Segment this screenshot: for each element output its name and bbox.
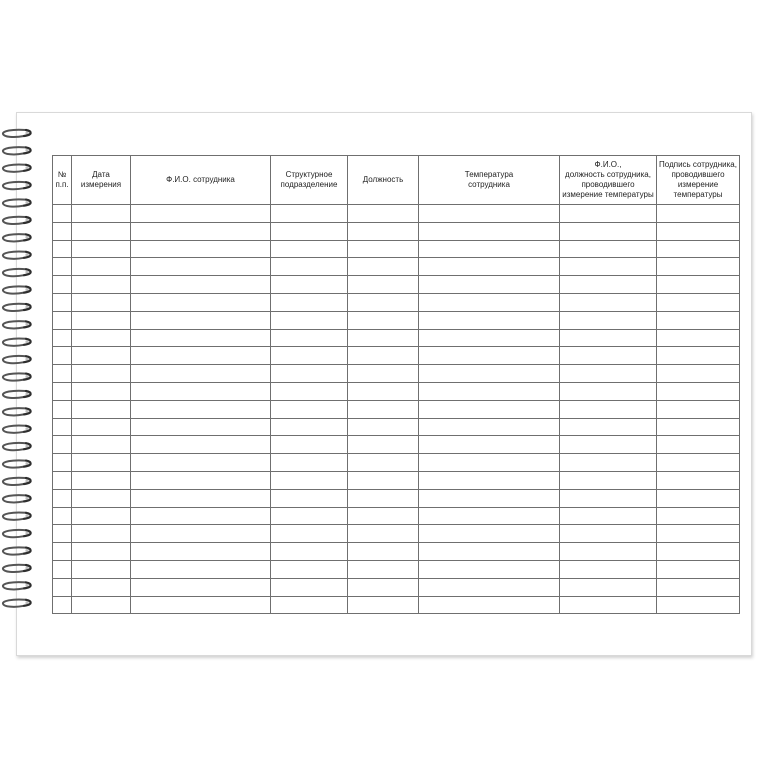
- cell-department: [271, 276, 348, 294]
- cell-position: [348, 525, 419, 543]
- cell-department: [271, 258, 348, 276]
- cell-department: [271, 293, 348, 311]
- cell-measurer-signature: [657, 578, 740, 596]
- table-row: [53, 471, 740, 489]
- cell-measurer-name: [560, 578, 657, 596]
- cell-employee-name: [131, 293, 271, 311]
- cell-measurer-name: [560, 560, 657, 578]
- cell-date: [72, 365, 131, 383]
- cell-measurer-signature: [657, 454, 740, 472]
- cell-employee-name: [131, 365, 271, 383]
- column-header-measurer-signature: Подпись сотрудника, проводившего измерение температуры: [657, 156, 740, 205]
- cell-department: [271, 560, 348, 578]
- cell-department: [271, 436, 348, 454]
- table-row: [53, 400, 740, 418]
- cell-measurer-signature: [657, 507, 740, 525]
- cell-number: [53, 578, 72, 596]
- cell-employee-name: [131, 382, 271, 400]
- cell-temperature: [419, 400, 560, 418]
- cell-date: [72, 596, 131, 614]
- cell-measurer-name: [560, 382, 657, 400]
- cell-employee-name: [131, 489, 271, 507]
- cell-measurer-signature: [657, 276, 740, 294]
- cell-date: [72, 418, 131, 436]
- cell-date: [72, 454, 131, 472]
- table-row: [53, 240, 740, 258]
- cell-department: [271, 489, 348, 507]
- cell-temperature: [419, 365, 560, 383]
- cell-employee-name: [131, 454, 271, 472]
- cell-temperature: [419, 454, 560, 472]
- cell-employee-name: [131, 560, 271, 578]
- cell-department: [271, 329, 348, 347]
- cell-measurer-signature: [657, 240, 740, 258]
- cell-position: [348, 543, 419, 561]
- cell-measurer-signature: [657, 329, 740, 347]
- table-row: [53, 525, 740, 543]
- cell-employee-name: [131, 258, 271, 276]
- cell-employee-name: [131, 471, 271, 489]
- cell-employee-name: [131, 276, 271, 294]
- cell-position: [348, 365, 419, 383]
- cell-measurer-signature: [657, 222, 740, 240]
- cell-position: [348, 578, 419, 596]
- cell-temperature: [419, 293, 560, 311]
- cell-employee-name: [131, 436, 271, 454]
- cell-measurer-signature: [657, 400, 740, 418]
- cell-department: [271, 347, 348, 365]
- cell-temperature: [419, 240, 560, 258]
- cell-position: [348, 205, 419, 223]
- temperature-log-table: [52, 155, 740, 614]
- cell-position: [348, 418, 419, 436]
- cell-measurer-signature: [657, 471, 740, 489]
- cell-measurer-name: [560, 240, 657, 258]
- cell-number: [53, 525, 72, 543]
- cell-employee-name: [131, 418, 271, 436]
- cell-temperature: [419, 418, 560, 436]
- cell-temperature: [419, 347, 560, 365]
- table-row: [53, 543, 740, 561]
- table-row: [53, 560, 740, 578]
- cell-number: [53, 596, 72, 614]
- cell-department: [271, 382, 348, 400]
- cell-position: [348, 258, 419, 276]
- cell-number: [53, 454, 72, 472]
- cell-number: [53, 418, 72, 436]
- cell-position: [348, 507, 419, 525]
- table-row: [53, 436, 740, 454]
- cell-employee-name: [131, 205, 271, 223]
- cell-date: [72, 578, 131, 596]
- cell-measurer-name: [560, 400, 657, 418]
- cell-temperature: [419, 258, 560, 276]
- cell-temperature: [419, 329, 560, 347]
- cell-measurer-signature: [657, 525, 740, 543]
- cell-number: [53, 436, 72, 454]
- cell-measurer-signature: [657, 347, 740, 365]
- cell-date: [72, 560, 131, 578]
- table-row: [53, 276, 740, 294]
- table-body: [53, 205, 740, 614]
- cell-measurer-signature: [657, 365, 740, 383]
- cell-employee-name: [131, 525, 271, 543]
- cell-measurer-signature: [657, 311, 740, 329]
- cell-number: [53, 276, 72, 294]
- cell-number: [53, 293, 72, 311]
- table-row: [53, 329, 740, 347]
- cell-measurer-signature: [657, 436, 740, 454]
- cell-department: [271, 507, 348, 525]
- cell-measurer-name: [560, 543, 657, 561]
- cell-number: [53, 382, 72, 400]
- cell-position: [348, 311, 419, 329]
- cell-department: [271, 471, 348, 489]
- cell-temperature: [419, 436, 560, 454]
- cell-position: [348, 471, 419, 489]
- cell-date: [72, 436, 131, 454]
- cell-temperature: [419, 276, 560, 294]
- column-header-department: Структурное подразделение: [271, 156, 348, 205]
- cell-temperature: [419, 578, 560, 596]
- cell-measurer-name: [560, 436, 657, 454]
- table-row: [53, 489, 740, 507]
- cell-department: [271, 596, 348, 614]
- cell-measurer-signature: [657, 560, 740, 578]
- cell-date: [72, 400, 131, 418]
- cell-measurer-name: [560, 507, 657, 525]
- table-row: [53, 596, 740, 614]
- cell-employee-name: [131, 543, 271, 561]
- column-header-date: Дата измерения: [72, 156, 131, 205]
- table-row: [53, 365, 740, 383]
- cell-measurer-name: [560, 525, 657, 543]
- cell-department: [271, 418, 348, 436]
- cell-measurer-name: [560, 471, 657, 489]
- cell-department: [271, 578, 348, 596]
- cell-measurer-name: [560, 329, 657, 347]
- cell-date: [72, 347, 131, 365]
- cell-number: [53, 560, 72, 578]
- cell-position: [348, 560, 419, 578]
- cell-position: [348, 400, 419, 418]
- cell-number: [53, 258, 72, 276]
- cell-measurer-name: [560, 258, 657, 276]
- cell-date: [72, 240, 131, 258]
- column-header-measurer-name: Ф.И.О., должность сотрудника, проводившего измерение температуры: [560, 156, 657, 205]
- cell-employee-name: [131, 578, 271, 596]
- cell-temperature: [419, 560, 560, 578]
- table-row: [53, 222, 740, 240]
- cell-employee-name: [131, 347, 271, 365]
- cell-date: [72, 258, 131, 276]
- cell-date: [72, 329, 131, 347]
- cell-employee-name: [131, 596, 271, 614]
- cell-date: [72, 543, 131, 561]
- cell-date: [72, 525, 131, 543]
- cell-measurer-signature: [657, 258, 740, 276]
- table-row: [53, 507, 740, 525]
- cell-employee-name: [131, 329, 271, 347]
- cell-temperature: [419, 205, 560, 223]
- table-row: [53, 258, 740, 276]
- cell-measurer-name: [560, 347, 657, 365]
- cell-measurer-name: [560, 276, 657, 294]
- cell-temperature: [419, 543, 560, 561]
- cell-employee-name: [131, 400, 271, 418]
- cell-department: [271, 222, 348, 240]
- cell-position: [348, 436, 419, 454]
- cell-number: [53, 240, 72, 258]
- cell-department: [271, 240, 348, 258]
- cell-number: [53, 205, 72, 223]
- cell-measurer-name: [560, 311, 657, 329]
- table-row: [53, 311, 740, 329]
- cell-department: [271, 543, 348, 561]
- cell-department: [271, 311, 348, 329]
- cell-department: [271, 365, 348, 383]
- cell-measurer-name: [560, 365, 657, 383]
- column-header-temperature: Температура сотрудника: [419, 156, 560, 205]
- cell-measurer-name: [560, 596, 657, 614]
- cell-number: [53, 329, 72, 347]
- cell-measurer-name: [560, 418, 657, 436]
- cell-temperature: [419, 507, 560, 525]
- cell-employee-name: [131, 240, 271, 258]
- column-header-employee-name: Ф.И.О. сотрудника: [131, 156, 271, 205]
- cell-position: [348, 222, 419, 240]
- cell-date: [72, 471, 131, 489]
- cell-temperature: [419, 525, 560, 543]
- cell-measurer-name: [560, 489, 657, 507]
- cell-measurer-name: [560, 293, 657, 311]
- table-row: [53, 578, 740, 596]
- column-header-number: № п.п.: [53, 156, 72, 205]
- cell-employee-name: [131, 311, 271, 329]
- cell-date: [72, 311, 131, 329]
- cell-measurer-signature: [657, 418, 740, 436]
- cell-date: [72, 276, 131, 294]
- cell-temperature: [419, 489, 560, 507]
- cell-number: [53, 489, 72, 507]
- cell-department: [271, 400, 348, 418]
- cell-date: [72, 293, 131, 311]
- cell-position: [348, 489, 419, 507]
- cell-date: [72, 382, 131, 400]
- table-row: [53, 418, 740, 436]
- cell-position: [348, 596, 419, 614]
- cell-department: [271, 525, 348, 543]
- cell-position: [348, 347, 419, 365]
- cell-position: [348, 382, 419, 400]
- cell-position: [348, 293, 419, 311]
- column-header-position: Должность: [348, 156, 419, 205]
- cell-measurer-signature: [657, 489, 740, 507]
- cell-measurer-name: [560, 222, 657, 240]
- cell-temperature: [419, 471, 560, 489]
- cell-measurer-signature: [657, 596, 740, 614]
- cell-position: [348, 329, 419, 347]
- cell-measurer-signature: [657, 543, 740, 561]
- cell-measurer-signature: [657, 293, 740, 311]
- cell-measurer-name: [560, 454, 657, 472]
- cell-department: [271, 205, 348, 223]
- table-row: [53, 382, 740, 400]
- cell-temperature: [419, 596, 560, 614]
- cell-number: [53, 507, 72, 525]
- cell-number: [53, 400, 72, 418]
- cell-date: [72, 222, 131, 240]
- cell-temperature: [419, 382, 560, 400]
- cell-measurer-signature: [657, 205, 740, 223]
- cell-temperature: [419, 311, 560, 329]
- cell-employee-name: [131, 507, 271, 525]
- table-header-row: [53, 156, 740, 205]
- cell-number: [53, 471, 72, 489]
- cell-measurer-signature: [657, 382, 740, 400]
- cell-temperature: [419, 222, 560, 240]
- table-row: [53, 454, 740, 472]
- cell-measurer-name: [560, 205, 657, 223]
- cell-number: [53, 365, 72, 383]
- cell-employee-name: [131, 222, 271, 240]
- cell-department: [271, 454, 348, 472]
- table-row: [53, 293, 740, 311]
- cell-position: [348, 454, 419, 472]
- cell-position: [348, 276, 419, 294]
- cell-date: [72, 507, 131, 525]
- cell-position: [348, 240, 419, 258]
- table-row: [53, 347, 740, 365]
- cell-number: [53, 311, 72, 329]
- cell-date: [72, 205, 131, 223]
- cell-date: [72, 489, 131, 507]
- cell-number: [53, 543, 72, 561]
- cell-number: [53, 222, 72, 240]
- table-row: [53, 205, 740, 223]
- cell-number: [53, 347, 72, 365]
